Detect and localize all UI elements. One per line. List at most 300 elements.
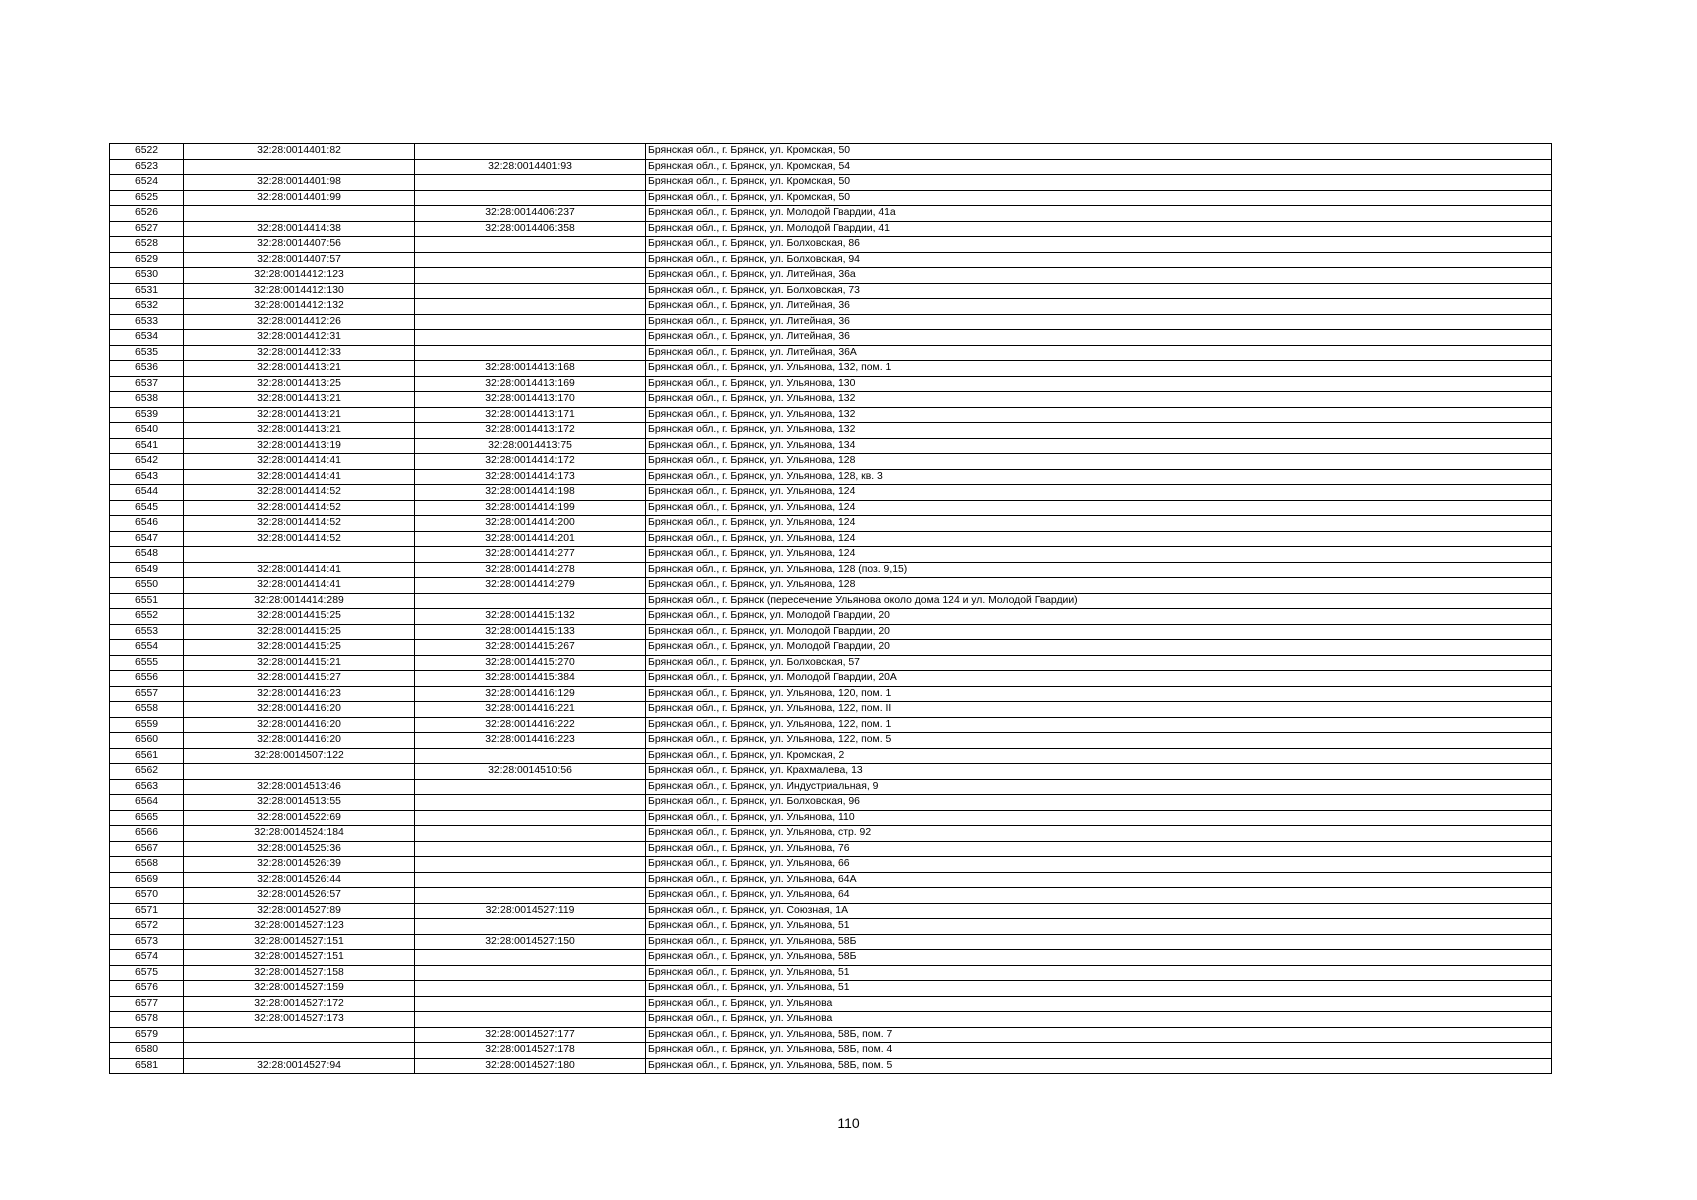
cadastral-number-cell: 32:28:0014414:41 <box>184 562 415 578</box>
cadastral-number-secondary-cell: 32:28:0014413:171 <box>415 407 646 423</box>
table-row <box>110 237 1552 253</box>
cadastral-number-secondary-cell: 32:28:0014413:75 <box>415 438 646 454</box>
table-row <box>110 578 1552 594</box>
cadastral-number-cell: 32:28:0014414:52 <box>184 531 415 547</box>
table-row <box>110 500 1552 516</box>
row-number-cell: 6531 <box>110 283 184 299</box>
address-cell: Брянская обл., г. Брянск, ул. Ульянова <box>646 996 1552 1012</box>
cadastral-number-secondary-cell <box>415 190 646 206</box>
address-cell: Брянская обл., г. Брянск, ул. Ульянова, 128, кв. 3 <box>646 469 1552 485</box>
cadastral-number-secondary-cell: 32:28:0014401:93 <box>415 159 646 175</box>
table-row <box>110 655 1552 671</box>
cadastral-number-secondary-cell <box>415 175 646 191</box>
row-number-cell: 6547 <box>110 531 184 547</box>
cadastral-number-cell: 32:28:0014414:41 <box>184 578 415 594</box>
address-cell: Брянская обл., г. Брянск, ул. Кромская, 54 <box>646 159 1552 175</box>
address-cell: Брянская обл., г. Брянск, ул. Ульянова, 124 <box>646 531 1552 547</box>
row-number-cell: 6562 <box>110 764 184 780</box>
cadastral-number-secondary-cell: 32:28:0014406:237 <box>415 206 646 222</box>
row-number-cell: 6565 <box>110 810 184 826</box>
address-cell: Брянская обл., г. Брянск, ул. Ульянова, 66 <box>646 857 1552 873</box>
row-number-cell: 6551 <box>110 593 184 609</box>
address-cell: Брянская обл., г. Брянск, ул. Ульянова, 132 <box>646 392 1552 408</box>
address-cell: Брянская обл., г. Брянск, ул. Ульянова, 58Б, пом. 7 <box>646 1027 1552 1043</box>
cadastral-number-cell: 32:28:0014412:123 <box>184 268 415 284</box>
cadastral-number-cell: 32:28:0014527:89 <box>184 903 415 919</box>
row-number-cell: 6567 <box>110 841 184 857</box>
row-number-cell: 6570 <box>110 888 184 904</box>
cadastral-number-secondary-cell <box>415 857 646 873</box>
row-number-cell: 6525 <box>110 190 184 206</box>
cadastral-number-secondary-cell: 32:28:0014510:56 <box>415 764 646 780</box>
row-number-cell: 6578 <box>110 1012 184 1028</box>
table-row <box>110 516 1552 532</box>
cadastral-number-cell: 32:28:0014416:20 <box>184 733 415 749</box>
table-row <box>110 361 1552 377</box>
cadastral-number-cell: 32:28:0014415:27 <box>184 671 415 687</box>
address-cell: Брянская обл., г. Брянск, ул. Ульянова <box>646 1012 1552 1028</box>
table-row <box>110 531 1552 547</box>
address-cell: Брянская обл., г. Брянск, ул. Молодой Гвардии, 20А <box>646 671 1552 687</box>
cadastral-number-secondary-cell: 32:28:0014414:199 <box>415 500 646 516</box>
cadastral-number-cell: 32:28:0014527:94 <box>184 1058 415 1074</box>
address-cell: Брянская обл., г. Брянск, ул. Молодой Гвардии, 20 <box>646 609 1552 625</box>
address-cell: Брянская обл., г. Брянск, ул. Ульянова, 128 <box>646 578 1552 594</box>
cadastral-number-cell: 32:28:0014526:57 <box>184 888 415 904</box>
cadastral-number-cell <box>184 1043 415 1059</box>
table-row <box>110 733 1552 749</box>
row-number-cell: 6576 <box>110 981 184 997</box>
table-row <box>110 206 1552 222</box>
table-row <box>110 934 1552 950</box>
cadastral-number-cell: 32:28:0014412:33 <box>184 345 415 361</box>
address-cell: Брянская обл., г. Брянск, ул. Ульянова, 134 <box>646 438 1552 454</box>
row-number-cell: 6548 <box>110 547 184 563</box>
row-number-cell: 6550 <box>110 578 184 594</box>
address-cell: Брянская обл., г. Брянск, ул. Ульянова, 64А <box>646 872 1552 888</box>
cadastral-number-cell: 32:28:0014413:21 <box>184 423 415 439</box>
address-cell: Брянская обл., г. Брянск (пересечение Ульянова около дома 124 и ул. Молодой Гвардии) <box>646 593 1552 609</box>
cadastral-number-cell: 32:28:0014413:21 <box>184 392 415 408</box>
cadastral-number-cell: 32:28:0014415:25 <box>184 624 415 640</box>
row-number-cell: 6538 <box>110 392 184 408</box>
row-number-cell: 6528 <box>110 237 184 253</box>
table-row <box>110 299 1552 315</box>
cadastral-number-cell <box>184 547 415 563</box>
address-cell: Брянская обл., г. Брянск, ул. Ульянова, 132 <box>646 407 1552 423</box>
cadastral-number-cell: 32:28:0014414:289 <box>184 593 415 609</box>
cadastral-number-cell: 32:28:0014416:23 <box>184 686 415 702</box>
cadastral-number-cell: 32:28:0014527:173 <box>184 1012 415 1028</box>
registry-table <box>109 143 1552 1074</box>
address-cell: Брянская обл., г. Брянск, ул. Молодой Гвардии, 41 <box>646 221 1552 237</box>
table-row <box>110 469 1552 485</box>
cadastral-number-cell: 32:28:0014414:41 <box>184 454 415 470</box>
cadastral-number-secondary-cell: 32:28:0014416:221 <box>415 702 646 718</box>
cadastral-number-secondary-cell: 32:28:0014414:279 <box>415 578 646 594</box>
cadastral-number-cell: 32:28:0014407:57 <box>184 252 415 268</box>
cadastral-number-secondary-cell <box>415 826 646 842</box>
table-row <box>110 996 1552 1012</box>
table-row <box>110 159 1552 175</box>
address-cell: Брянская обл., г. Брянск, ул. Ульянова, 122, пом. 5 <box>646 733 1552 749</box>
table-row <box>110 221 1552 237</box>
row-number-cell: 6537 <box>110 376 184 392</box>
table-row <box>110 454 1552 470</box>
cadastral-number-secondary-cell: 32:28:0014527:180 <box>415 1058 646 1074</box>
cadastral-number-cell: 32:28:0014527:172 <box>184 996 415 1012</box>
cadastral-number-secondary-cell: 32:28:0014414:172 <box>415 454 646 470</box>
row-number-cell: 6545 <box>110 500 184 516</box>
row-number-cell: 6540 <box>110 423 184 439</box>
cadastral-number-cell: 32:28:0014527:159 <box>184 981 415 997</box>
table-row <box>110 795 1552 811</box>
address-cell: Брянская обл., г. Брянск, ул. Ульянова, 132, пом. 1 <box>646 361 1552 377</box>
address-cell: Брянская обл., г. Брянск, ул. Ульянова, 58Б, пом. 4 <box>646 1043 1552 1059</box>
table-row <box>110 392 1552 408</box>
cadastral-number-secondary-cell: 32:28:0014414:277 <box>415 547 646 563</box>
cadastral-number-secondary-cell <box>415 283 646 299</box>
cadastral-number-cell: 32:28:0014414:41 <box>184 469 415 485</box>
cadastral-number-cell: 32:28:0014412:31 <box>184 330 415 346</box>
cadastral-number-secondary-cell: 32:28:0014415:270 <box>415 655 646 671</box>
table-row <box>110 438 1552 454</box>
address-cell: Брянская обл., г. Брянск, ул. Болховская, 86 <box>646 237 1552 253</box>
row-number-cell: 6554 <box>110 640 184 656</box>
table-row <box>110 717 1552 733</box>
cadastral-number-cell: 32:28:0014414:52 <box>184 485 415 501</box>
cadastral-number-secondary-cell <box>415 810 646 826</box>
cadastral-number-cell: 32:28:0014415:25 <box>184 640 415 656</box>
cadastral-number-secondary-cell <box>415 888 646 904</box>
table-row <box>110 423 1552 439</box>
cadastral-number-secondary-cell: 32:28:0014527:177 <box>415 1027 646 1043</box>
address-cell: Брянская обл., г. Брянск, ул. Кромская, 50 <box>646 144 1552 160</box>
cadastral-number-secondary-cell: 32:28:0014415:133 <box>415 624 646 640</box>
address-cell: Брянская обл., г. Брянск, ул. Ульянова, 130 <box>646 376 1552 392</box>
table-row <box>110 671 1552 687</box>
row-number-cell: 6534 <box>110 330 184 346</box>
cadastral-number-cell: 32:28:0014413:21 <box>184 407 415 423</box>
cadastral-number-cell <box>184 764 415 780</box>
row-number-cell: 6561 <box>110 748 184 764</box>
cadastral-number-cell <box>184 1027 415 1043</box>
table-row <box>110 748 1552 764</box>
address-cell: Брянская обл., г. Брянск, ул. Ульянова, 122, пом. II <box>646 702 1552 718</box>
table-row <box>110 1043 1552 1059</box>
address-cell: Брянская обл., г. Брянск, ул. Ульянова, 58Б <box>646 950 1552 966</box>
address-cell: Брянская обл., г. Брянск, ул. Кромская, 50 <box>646 190 1552 206</box>
row-number-cell: 6580 <box>110 1043 184 1059</box>
cadastral-number-secondary-cell: 32:28:0014413:168 <box>415 361 646 377</box>
table-row <box>110 981 1552 997</box>
row-number-cell: 6536 <box>110 361 184 377</box>
cadastral-number-cell: 32:28:0014407:56 <box>184 237 415 253</box>
address-cell: Брянская обл., г. Брянск, ул. Ульянова, 124 <box>646 516 1552 532</box>
table-row <box>110 1012 1552 1028</box>
cadastral-number-secondary-cell: 32:28:0014414:200 <box>415 516 646 532</box>
table-row <box>110 283 1552 299</box>
row-number-cell: 6560 <box>110 733 184 749</box>
address-cell: Брянская обл., г. Брянск, ул. Болховская, 94 <box>646 252 1552 268</box>
cadastral-number-cell: 32:28:0014527:151 <box>184 950 415 966</box>
cadastral-number-cell: 32:28:0014416:20 <box>184 717 415 733</box>
table-row <box>110 593 1552 609</box>
cadastral-number-secondary-cell: 32:28:0014415:132 <box>415 609 646 625</box>
cadastral-number-secondary-cell <box>415 299 646 315</box>
table-row <box>110 857 1552 873</box>
registry-table-body <box>110 144 1552 1074</box>
cadastral-number-secondary-cell: 32:28:0014415:384 <box>415 671 646 687</box>
cadastral-number-secondary-cell <box>415 345 646 361</box>
row-number-cell: 6542 <box>110 454 184 470</box>
row-number-cell: 6579 <box>110 1027 184 1043</box>
page-number: 110 <box>837 1115 860 1131</box>
row-number-cell: 6569 <box>110 872 184 888</box>
address-cell: Брянская обл., г. Брянск, ул. Ульянова, 51 <box>646 919 1552 935</box>
row-number-cell: 6581 <box>110 1058 184 1074</box>
row-number-cell: 6571 <box>110 903 184 919</box>
address-cell: Брянская обл., г. Брянск, ул. Болховская, 73 <box>646 283 1552 299</box>
address-cell: Брянская обл., г. Брянск, ул. Молодой Гвардии, 41а <box>646 206 1552 222</box>
address-cell: Брянская обл., г. Брянск, ул. Крахмалева, 13 <box>646 764 1552 780</box>
address-cell: Брянская обл., г. Брянск, ул. Ульянова, 124 <box>646 500 1552 516</box>
table-row <box>110 810 1552 826</box>
row-number-cell: 6546 <box>110 516 184 532</box>
cadastral-number-cell: 32:28:0014401:99 <box>184 190 415 206</box>
row-number-cell: 6557 <box>110 686 184 702</box>
table-row <box>110 965 1552 981</box>
address-cell: Брянская обл., г. Брянск, ул. Ульянова, 58Б, пом. 5 <box>646 1058 1552 1074</box>
cadastral-number-secondary-cell: 32:28:0014527:178 <box>415 1043 646 1059</box>
address-cell: Брянская обл., г. Брянск, ул. Литейная, 36 <box>646 330 1552 346</box>
cadastral-number-cell: 32:28:0014401:82 <box>184 144 415 160</box>
table-row <box>110 485 1552 501</box>
row-number-cell: 6533 <box>110 314 184 330</box>
cadastral-number-cell: 32:28:0014527:123 <box>184 919 415 935</box>
row-number-cell: 6523 <box>110 159 184 175</box>
table-row <box>110 190 1552 206</box>
row-number-cell: 6563 <box>110 779 184 795</box>
cadastral-number-cell: 32:28:0014415:25 <box>184 609 415 625</box>
cadastral-number-secondary-cell <box>415 981 646 997</box>
row-number-cell: 6573 <box>110 934 184 950</box>
table-row <box>110 702 1552 718</box>
cadastral-number-cell <box>184 159 415 175</box>
cadastral-number-cell: 32:28:0014526:39 <box>184 857 415 873</box>
row-number-cell: 6549 <box>110 562 184 578</box>
row-number-cell: 6544 <box>110 485 184 501</box>
address-cell: Брянская обл., г. Брянск, ул. Ульянова, 128 <box>646 454 1552 470</box>
row-number-cell: 6577 <box>110 996 184 1012</box>
table-row <box>110 903 1552 919</box>
table-row <box>110 1058 1552 1074</box>
cadastral-number-cell <box>184 206 415 222</box>
address-cell: Брянская обл., г. Брянск, ул. Союзная, 1А <box>646 903 1552 919</box>
cadastral-number-cell: 32:28:0014507:122 <box>184 748 415 764</box>
row-number-cell: 6522 <box>110 144 184 160</box>
cadastral-number-secondary-cell: 32:28:0014414:198 <box>415 485 646 501</box>
table-row <box>110 252 1552 268</box>
cadastral-number-cell: 32:28:0014524:184 <box>184 826 415 842</box>
row-number-cell: 6539 <box>110 407 184 423</box>
table-row <box>110 764 1552 780</box>
cadastral-number-secondary-cell: 32:28:0014416:129 <box>415 686 646 702</box>
row-number-cell: 6527 <box>110 221 184 237</box>
cadastral-number-secondary-cell <box>415 872 646 888</box>
table-row <box>110 609 1552 625</box>
cadastral-number-secondary-cell: 32:28:0014413:170 <box>415 392 646 408</box>
cadastral-number-secondary-cell <box>415 144 646 160</box>
table-row <box>110 407 1552 423</box>
address-cell: Брянская обл., г. Брянск, ул. Ульянова, 64 <box>646 888 1552 904</box>
cadastral-number-cell: 32:28:0014412:130 <box>184 283 415 299</box>
cadastral-number-secondary-cell <box>415 950 646 966</box>
cadastral-number-cell: 32:28:0014413:19 <box>184 438 415 454</box>
table-row <box>110 1027 1552 1043</box>
row-number-cell: 6529 <box>110 252 184 268</box>
cadastral-number-secondary-cell: 32:28:0014527:119 <box>415 903 646 919</box>
cadastral-number-secondary-cell <box>415 252 646 268</box>
cadastral-number-cell: 32:28:0014413:25 <box>184 376 415 392</box>
table-row <box>110 376 1552 392</box>
address-cell: Брянская обл., г. Брянск, ул. Ульянова, 51 <box>646 981 1552 997</box>
address-cell: Брянская обл., г. Брянск, ул. Молодой Гвардии, 20 <box>646 624 1552 640</box>
table-row <box>110 888 1552 904</box>
cadastral-number-secondary-cell: 32:28:0014416:223 <box>415 733 646 749</box>
address-cell: Брянская обл., г. Брянск, ул. Кромская, 2 <box>646 748 1552 764</box>
table-row <box>110 872 1552 888</box>
cadastral-number-cell: 32:28:0014415:21 <box>184 655 415 671</box>
row-number-cell: 6526 <box>110 206 184 222</box>
address-cell: Брянская обл., г. Брянск, ул. Молодой Гвардии, 20 <box>646 640 1552 656</box>
cadastral-number-cell: 32:28:0014527:158 <box>184 965 415 981</box>
row-number-cell: 6532 <box>110 299 184 315</box>
address-cell: Брянская обл., г. Брянск, ул. Литейная, 36а <box>646 268 1552 284</box>
cadastral-number-cell: 32:28:0014416:20 <box>184 702 415 718</box>
address-cell: Брянская обл., г. Брянск, ул. Ульянова, 51 <box>646 965 1552 981</box>
cadastral-number-cell: 32:28:0014527:151 <box>184 934 415 950</box>
cadastral-number-secondary-cell: 32:28:0014416:222 <box>415 717 646 733</box>
row-number-cell: 6552 <box>110 609 184 625</box>
row-number-cell: 6564 <box>110 795 184 811</box>
address-cell: Брянская обл., г. Брянск, ул. Ульянова, 122, пом. 1 <box>646 717 1552 733</box>
cadastral-number-secondary-cell: 32:28:0014413:172 <box>415 423 646 439</box>
cadastral-number-cell: 32:28:0014412:26 <box>184 314 415 330</box>
cadastral-number-secondary-cell: 32:28:0014415:267 <box>415 640 646 656</box>
address-cell: Брянская обл., г. Брянск, ул. Ульянова, 124 <box>646 547 1552 563</box>
cadastral-number-cell: 32:28:0014414:52 <box>184 500 415 516</box>
table-row <box>110 175 1552 191</box>
cadastral-number-cell: 32:28:0014513:46 <box>184 779 415 795</box>
row-number-cell: 6524 <box>110 175 184 191</box>
cadastral-number-secondary-cell: 32:28:0014413:169 <box>415 376 646 392</box>
table-row <box>110 779 1552 795</box>
address-cell: Брянская обл., г. Брянск, ул. Ульянова, 132 <box>646 423 1552 439</box>
row-number-cell: 6541 <box>110 438 184 454</box>
row-number-cell: 6558 <box>110 702 184 718</box>
table-row <box>110 268 1552 284</box>
row-number-cell: 6566 <box>110 826 184 842</box>
table-row <box>110 345 1552 361</box>
row-number-cell: 6543 <box>110 469 184 485</box>
address-cell: Брянская обл., г. Брянск, ул. Литейная, 36 <box>646 314 1552 330</box>
cadastral-number-cell: 32:28:0014414:52 <box>184 516 415 532</box>
table-row <box>110 314 1552 330</box>
row-number-cell: 6575 <box>110 965 184 981</box>
row-number-cell: 6556 <box>110 671 184 687</box>
row-number-cell: 6559 <box>110 717 184 733</box>
address-cell: Брянская обл., г. Брянск, ул. Литейная, 36А <box>646 345 1552 361</box>
table-row <box>110 950 1552 966</box>
table-row <box>110 826 1552 842</box>
cadastral-number-secondary-cell: 32:28:0014414:201 <box>415 531 646 547</box>
address-cell: Брянская обл., г. Брянск, ул. Ульянова, 120, пом. 1 <box>646 686 1552 702</box>
cadastral-number-secondary-cell <box>415 330 646 346</box>
table-row <box>110 330 1552 346</box>
row-number-cell: 6530 <box>110 268 184 284</box>
address-cell: Брянская обл., г. Брянск, ул. Ульянова, 128 (поз. 9,15) <box>646 562 1552 578</box>
table-row <box>110 919 1552 935</box>
cadastral-number-cell: 32:28:0014413:21 <box>184 361 415 377</box>
address-cell: Брянская обл., г. Брянск, ул. Индустриальная, 9 <box>646 779 1552 795</box>
cadastral-number-cell: 32:28:0014525:36 <box>184 841 415 857</box>
table-row <box>110 841 1552 857</box>
row-number-cell: 6572 <box>110 919 184 935</box>
address-cell: Брянская обл., г. Брянск, ул. Ульянова, 110 <box>646 810 1552 826</box>
cadastral-number-secondary-cell <box>415 841 646 857</box>
row-number-cell: 6574 <box>110 950 184 966</box>
address-cell: Брянская обл., г. Брянск, ул. Кромская, 50 <box>646 175 1552 191</box>
cadastral-number-secondary-cell: 32:28:0014527:150 <box>415 934 646 950</box>
cadastral-number-cell: 32:28:0014412:132 <box>184 299 415 315</box>
address-cell: Брянская обл., г. Брянск, ул. Ульянова, 58Б <box>646 934 1552 950</box>
cadastral-number-cell: 32:28:0014513:55 <box>184 795 415 811</box>
cadastral-number-secondary-cell: 32:28:0014414:173 <box>415 469 646 485</box>
table-row <box>110 144 1552 160</box>
row-number-cell: 6535 <box>110 345 184 361</box>
cadastral-number-secondary-cell <box>415 795 646 811</box>
address-cell: Брянская обл., г. Брянск, ул. Ульянова, 124 <box>646 485 1552 501</box>
cadastral-number-secondary-cell <box>415 1012 646 1028</box>
address-cell: Брянская обл., г. Брянск, ул. Болховская, 96 <box>646 795 1552 811</box>
cadastral-number-secondary-cell <box>415 996 646 1012</box>
table-row <box>110 624 1552 640</box>
table-row <box>110 547 1552 563</box>
row-number-cell: 6568 <box>110 857 184 873</box>
address-cell: Брянская обл., г. Брянск, ул. Ульянова, 76 <box>646 841 1552 857</box>
address-cell: Брянская обл., г. Брянск, ул. Литейная, 36 <box>646 299 1552 315</box>
cadastral-number-secondary-cell: 32:28:0014414:278 <box>415 562 646 578</box>
cadastral-number-secondary-cell <box>415 748 646 764</box>
cadastral-number-secondary-cell <box>415 314 646 330</box>
table-row <box>110 640 1552 656</box>
cadastral-number-secondary-cell <box>415 779 646 795</box>
address-cell: Брянская обл., г. Брянск, ул. Болховская, 57 <box>646 655 1552 671</box>
cadastral-number-cell: 32:28:0014522:69 <box>184 810 415 826</box>
cadastral-number-secondary-cell: 32:28:0014406:358 <box>415 221 646 237</box>
cadastral-number-secondary-cell <box>415 268 646 284</box>
row-number-cell: 6553 <box>110 624 184 640</box>
cadastral-number-secondary-cell <box>415 965 646 981</box>
cadastral-number-secondary-cell <box>415 593 646 609</box>
cadastral-number-cell: 32:28:0014526:44 <box>184 872 415 888</box>
cadastral-number-cell: 32:28:0014401:98 <box>184 175 415 191</box>
row-number-cell: 6555 <box>110 655 184 671</box>
cadastral-number-secondary-cell <box>415 237 646 253</box>
table-row <box>110 686 1552 702</box>
address-cell: Брянская обл., г. Брянск, ул. Ульянова, стр. 92 <box>646 826 1552 842</box>
